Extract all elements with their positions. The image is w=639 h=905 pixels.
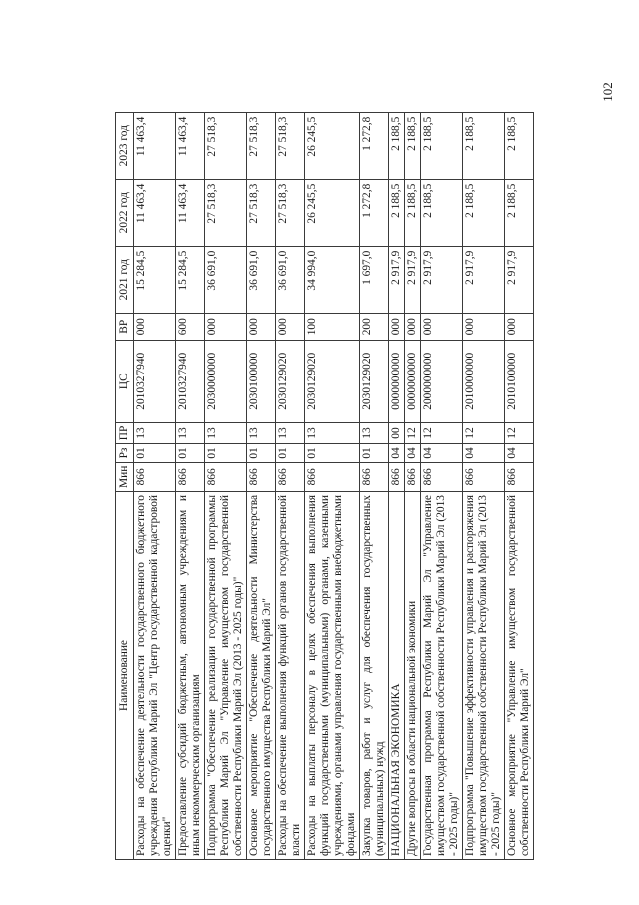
row-vr: 000 xyxy=(205,313,247,340)
table-row xyxy=(405,112,421,859)
header-2022: 2022 год xyxy=(116,179,134,246)
row-rz: 01 xyxy=(247,444,276,462)
row-pr: 12 xyxy=(505,422,534,444)
row-name: Другие вопросы в области национальной экономики xyxy=(405,492,421,860)
row-rz: 01 xyxy=(305,444,360,462)
table-row xyxy=(276,112,305,859)
row-name: Расходы на выплаты персоналу в целях обеспечения выполнения функций государственными (муниципальными) органами, казенными учреждениями, органами управления государственными внебюджетными фондами xyxy=(305,492,360,860)
row-name: Расходы на обеспечение выполнения функций органов государственной власти xyxy=(276,492,305,860)
row-vr: 000 xyxy=(421,313,463,340)
row-rz: 04 xyxy=(405,444,421,462)
row-cs: 2000000000 xyxy=(421,340,463,422)
header-min: Мин xyxy=(116,462,134,491)
header-vr: ВР xyxy=(116,313,134,340)
row-cs: 2030000000 xyxy=(205,340,247,422)
row-vr: 100 xyxy=(305,313,360,340)
row-value-2021: 34 994,0 xyxy=(305,246,360,313)
header-rz: Рз xyxy=(116,444,134,462)
row-value-2023: 11 463,4 xyxy=(176,112,205,179)
row-pr: 13 xyxy=(276,422,305,444)
header-2021: 2021 год xyxy=(116,246,134,313)
row-rz: 01 xyxy=(276,444,305,462)
row-value-2021: 15 284,5 xyxy=(134,246,176,313)
row-vr: 000 xyxy=(389,313,405,340)
row-rz: 01 xyxy=(176,444,205,462)
row-min: 866 xyxy=(505,462,534,491)
row-pr: 13 xyxy=(205,422,247,444)
row-cs: 2030129020 xyxy=(360,340,389,422)
row-pr: 12 xyxy=(463,422,505,444)
row-value-2022: 26 245,5 xyxy=(305,179,360,246)
row-vr: 600 xyxy=(176,313,205,340)
row-value-2022: 2 188,5 xyxy=(463,179,505,246)
row-vr: 000 xyxy=(505,313,534,340)
row-rz: 01 xyxy=(360,444,389,462)
row-min: 866 xyxy=(389,462,405,491)
row-vr: 000 xyxy=(276,313,305,340)
row-name: Закупка товаров, работ и услуг для обеспечения государственных (муниципальных) нужд xyxy=(360,492,389,860)
row-value-2023: 27 518,3 xyxy=(276,112,305,179)
table-row xyxy=(176,112,205,859)
header-cs: ЦС xyxy=(116,340,134,422)
row-vr: 000 xyxy=(134,313,176,340)
row-rz: 01 xyxy=(205,444,247,462)
table-header-row xyxy=(116,112,134,859)
row-name: Основное мероприятие "Управление имуществом государственной собственности Республики Марий Эл" xyxy=(505,492,534,860)
row-value-2022: 27 518,3 xyxy=(247,179,276,246)
row-pr: 00 xyxy=(389,422,405,444)
row-pr: 13 xyxy=(305,422,360,444)
row-value-2021: 2 917,9 xyxy=(463,246,505,313)
table-row xyxy=(389,112,405,859)
row-value-2021: 15 284,5 xyxy=(176,246,205,313)
table-row xyxy=(505,112,534,859)
row-name: Расходы на обеспечение деятельности государственного бюджетного учреждения Республики Марий Эл "Центр государственной кадастровой оценки" xyxy=(134,492,176,860)
row-min: 866 xyxy=(421,462,463,491)
table-row xyxy=(421,112,463,859)
page-number: 102 xyxy=(599,82,615,102)
row-name: Подпрограмма "Повышение эффективности управления и распоряжения имуществом государственной собственности Республики Марий Эл (2013 - 2025 годы)" xyxy=(463,492,505,860)
row-value-2022: 2 188,5 xyxy=(505,179,534,246)
row-min: 866 xyxy=(305,462,360,491)
header-name: Наименование xyxy=(116,492,134,860)
budget-table xyxy=(115,112,534,860)
row-vr: 000 xyxy=(405,313,421,340)
row-cs: 2030100000 xyxy=(247,340,276,422)
row-cs: 0000000000 xyxy=(405,340,421,422)
row-min: 866 xyxy=(205,462,247,491)
row-value-2021: 2 917,9 xyxy=(505,246,534,313)
row-value-2023: 2 188,5 xyxy=(463,112,505,179)
row-pr: 13 xyxy=(360,422,389,444)
row-value-2022: 2 188,5 xyxy=(421,179,463,246)
row-pr: 13 xyxy=(134,422,176,444)
header-2023: 2023 год xyxy=(116,112,134,179)
row-rz: 04 xyxy=(505,444,534,462)
row-value-2023: 2 188,5 xyxy=(389,112,405,179)
row-cs: 2010000000 xyxy=(463,340,505,422)
table-row xyxy=(305,112,360,859)
row-min: 866 xyxy=(176,462,205,491)
row-value-2021: 2 917,9 xyxy=(389,246,405,313)
row-value-2023: 27 518,3 xyxy=(205,112,247,179)
row-rz: 04 xyxy=(463,444,505,462)
row-min: 866 xyxy=(134,462,176,491)
row-value-2022: 11 463,4 xyxy=(134,179,176,246)
row-min: 866 xyxy=(360,462,389,491)
row-pr: 13 xyxy=(176,422,205,444)
row-name: НАЦИОНАЛЬНАЯ ЭКОНОМИКА xyxy=(389,492,405,860)
row-value-2023: 11 463,4 xyxy=(134,112,176,179)
row-cs: 2010327940 xyxy=(176,340,205,422)
row-cs: 2010100000 xyxy=(505,340,534,422)
row-cs: 2010327940 xyxy=(134,340,176,422)
row-cs: 0000000000 xyxy=(389,340,405,422)
row-name: Подпрограмма "Обеспечение реализации государственной программы Республики Марий Эл "Управление имуществом государственной собственности Республики Марий Эл (2013 - 2025 годы)" xyxy=(205,492,247,860)
row-name: Основное мероприятие "Обеспечение деятельности Министерства государственного имущества Республики Марий Эл" xyxy=(247,492,276,860)
row-pr: 12 xyxy=(421,422,463,444)
table-row xyxy=(134,112,176,859)
row-name: Предоставление субсидий бюджетным, автономным учреждениям и иным некоммерческим организациям xyxy=(176,492,205,860)
row-value-2023: 27 518,3 xyxy=(247,112,276,179)
row-value-2023: 26 245,5 xyxy=(305,112,360,179)
header-pr: ПР xyxy=(116,422,134,444)
row-min: 866 xyxy=(405,462,421,491)
row-value-2023: 2 188,5 xyxy=(405,112,421,179)
row-value-2022: 27 518,3 xyxy=(276,179,305,246)
row-value-2021: 36 691,0 xyxy=(205,246,247,313)
row-vr: 000 xyxy=(247,313,276,340)
table-body xyxy=(134,112,534,859)
row-vr: 200 xyxy=(360,313,389,340)
table-row xyxy=(360,112,389,859)
row-value-2022: 1 272,8 xyxy=(360,179,389,246)
row-cs: 2030129020 xyxy=(305,340,360,422)
row-value-2021: 36 691,0 xyxy=(276,246,305,313)
row-rz: 04 xyxy=(421,444,463,462)
row-value-2023: 1 272,8 xyxy=(360,112,389,179)
row-value-2023: 2 188,5 xyxy=(505,112,534,179)
row-min: 866 xyxy=(247,462,276,491)
row-value-2021: 2 917,9 xyxy=(405,246,421,313)
row-value-2022: 27 518,3 xyxy=(205,179,247,246)
row-rz: 04 xyxy=(389,444,405,462)
row-rz: 01 xyxy=(134,444,176,462)
row-pr: 12 xyxy=(405,422,421,444)
row-value-2021: 2 917,9 xyxy=(421,246,463,313)
row-value-2022: 11 463,4 xyxy=(176,179,205,246)
row-name: Государственная программа Республики Марий Эл "Управление имуществом государственной собственности Республики Марий Эл (2013 - 2025 годы)" xyxy=(421,492,463,860)
row-value-2022: 2 188,5 xyxy=(389,179,405,246)
table-row xyxy=(463,112,505,859)
row-value-2021: 1 697,0 xyxy=(360,246,389,313)
table-row xyxy=(247,112,276,859)
row-vr: 000 xyxy=(463,313,505,340)
row-pr: 13 xyxy=(247,422,276,444)
row-cs: 2030129020 xyxy=(276,340,305,422)
row-value-2021: 36 691,0 xyxy=(247,246,276,313)
row-min: 866 xyxy=(276,462,305,491)
row-value-2022: 2 188,5 xyxy=(405,179,421,246)
row-min: 866 xyxy=(463,462,505,491)
table-row xyxy=(205,112,247,859)
row-value-2023: 2 188,5 xyxy=(421,112,463,179)
